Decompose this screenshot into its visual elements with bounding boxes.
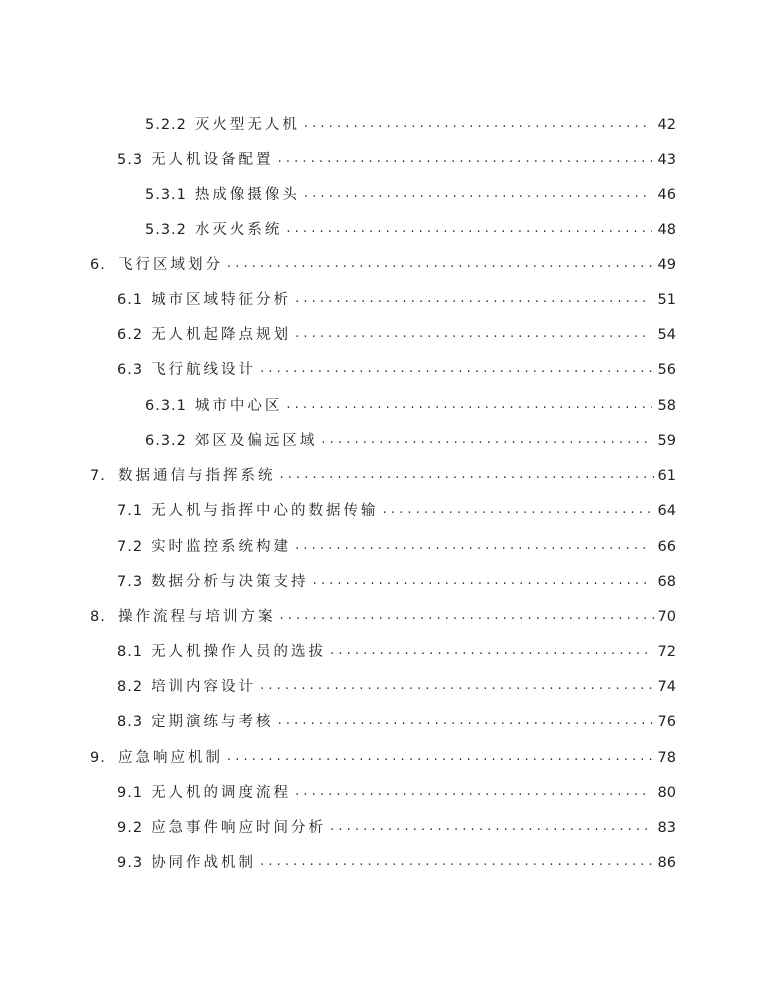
toc-dot-leader <box>295 287 652 311</box>
toc-entry-number: 6. <box>90 257 106 273</box>
toc-entry-title: 实时监控系统构建 <box>151 539 292 555</box>
toc-entry-title: 数据分析与决策支持 <box>151 574 309 590</box>
toc-dot-leader <box>260 850 652 874</box>
toc-entry-number: 8. <box>90 609 106 625</box>
toc-entry[interactable] <box>117 323 676 347</box>
toc-entry[interactable] <box>117 710 676 734</box>
toc-entry[interactable] <box>117 781 676 805</box>
toc-entry-page: 51 <box>657 292 676 308</box>
toc-entry-page: 64 <box>657 503 676 519</box>
toc-entry-title: 数据通信与指挥系统 <box>118 468 276 484</box>
toc-entry[interactable] <box>117 499 676 523</box>
toc-entry[interactable] <box>117 816 676 840</box>
toc-entry-page: 56 <box>657 362 676 378</box>
toc-dot-leader <box>304 182 652 206</box>
toc-entry[interactable] <box>117 358 676 382</box>
toc-entry-title: 城市区域特征分析 <box>151 292 292 308</box>
toc-entry-number: 9.3 <box>117 855 144 871</box>
toc-entry-page: 66 <box>657 539 676 555</box>
toc-entry-title: 定期演练与考核 <box>151 714 274 730</box>
toc-entry[interactable] <box>117 675 676 699</box>
toc-entry-number: 9.2 <box>117 820 144 836</box>
toc-dot-leader <box>383 498 652 522</box>
toc-dot-leader <box>260 674 652 698</box>
toc-entry-title: 无人机操作人员的选拔 <box>151 644 327 660</box>
toc-entry[interactable] <box>145 429 676 453</box>
toc-entry[interactable] <box>117 148 676 172</box>
toc-entry-title: 协同作战机制 <box>151 855 257 871</box>
toc-entry-title: 应急事件响应时间分析 <box>151 820 327 836</box>
toc-dot-leader <box>278 709 652 733</box>
toc-entry-page: 59 <box>657 433 676 449</box>
toc-entry[interactable] <box>145 183 676 207</box>
toc-dot-leader <box>227 745 654 769</box>
toc-entry-number: 6.3.1 <box>145 398 187 414</box>
toc-entry[interactable] <box>117 570 676 594</box>
toc-entry-page: 48 <box>657 222 676 238</box>
toc-entry-number: 8.3 <box>117 714 144 730</box>
toc-entry-number: 9.1 <box>117 785 144 801</box>
toc-dot-leader <box>321 428 652 452</box>
toc-dot-leader <box>295 534 652 558</box>
toc-entry[interactable] <box>90 464 676 488</box>
toc-entry-page: 42 <box>657 117 676 133</box>
toc-dot-leader <box>227 252 654 276</box>
toc-dot-leader <box>278 147 652 171</box>
toc-entry-page: 68 <box>657 574 676 590</box>
toc-entry-page: 74 <box>657 679 676 695</box>
toc-entry-title: 热成像摄像头 <box>194 187 300 203</box>
toc-entry-title: 无人机与指挥中心的数据传输 <box>151 503 379 519</box>
toc-entry-number: 7.3 <box>117 574 144 590</box>
toc-entry[interactable] <box>90 253 676 277</box>
toc-entry-title: 应急响应机制 <box>118 750 223 766</box>
toc-dot-leader <box>295 780 652 804</box>
toc-entry-title: 操作流程与培训方案 <box>118 609 276 625</box>
toc-entry-page: 58 <box>657 398 676 414</box>
toc-entry-number: 8.2 <box>117 679 144 695</box>
toc-entry-page: 83 <box>657 820 676 836</box>
toc-entry[interactable] <box>145 113 676 137</box>
toc-entry[interactable] <box>145 394 676 418</box>
toc-entry-number: 7.2 <box>117 539 144 555</box>
toc-entry-number: 6.1 <box>117 292 144 308</box>
toc-entry-page: 54 <box>657 327 676 343</box>
toc-entry-number: 6.2 <box>117 327 144 343</box>
toc-entry-title: 飞行航线设计 <box>151 362 257 378</box>
toc-entry-number: 7.1 <box>117 503 144 519</box>
toc-entry-number: 8.1 <box>117 644 144 660</box>
toc-entry[interactable] <box>117 640 676 664</box>
toc-entry[interactable] <box>117 288 676 312</box>
toc-entry-number: 9. <box>90 750 106 766</box>
toc-dot-leader <box>286 217 652 241</box>
toc-dot-leader <box>304 112 652 136</box>
toc-entry-title: 城市中心区 <box>194 398 283 414</box>
toc-entry-page: 86 <box>657 855 676 871</box>
toc-entry-page: 43 <box>657 152 676 168</box>
toc-entry-page: 72 <box>657 644 676 660</box>
toc-entry-title: 郊区及偏远区域 <box>194 433 318 449</box>
toc-entry-number: 5.2.2 <box>145 117 187 133</box>
toc-entry[interactable] <box>117 851 676 875</box>
toc-dot-leader <box>330 815 652 839</box>
toc-entry-number: 5.3.2 <box>145 222 187 238</box>
toc-entry-title: 灭火型无人机 <box>194 117 300 133</box>
toc-entry[interactable] <box>90 746 676 770</box>
toc-dot-leader <box>330 639 652 663</box>
toc-entry-page: 78 <box>657 750 676 766</box>
toc-dot-leader <box>295 322 652 346</box>
toc-entry-number: 6.3.2 <box>145 433 187 449</box>
toc-entry[interactable] <box>90 605 676 629</box>
toc-entry-title: 培训内容设计 <box>151 679 257 695</box>
toc-entry-title: 无人机设备配置 <box>151 152 274 168</box>
toc-dot-leader <box>260 357 652 381</box>
toc-entry-number: 7. <box>90 468 106 484</box>
toc-entry-number: 5.3.1 <box>145 187 187 203</box>
toc-dot-leader <box>313 569 652 593</box>
toc-entry-page: 70 <box>657 609 676 625</box>
toc-dot-leader <box>286 393 652 417</box>
toc-entry-page: 80 <box>657 785 676 801</box>
toc-entry-number: 6.3 <box>117 362 144 378</box>
toc-entry-title: 无人机的调度流程 <box>151 785 292 801</box>
toc-entry[interactable] <box>145 218 676 242</box>
toc-entry-title: 无人机起降点规划 <box>151 327 292 343</box>
toc-entry-page: 61 <box>657 468 676 484</box>
toc-dot-leader <box>280 604 655 628</box>
toc-entry-title: 水灭火系统 <box>194 222 283 238</box>
toc-dot-leader <box>280 463 655 487</box>
toc-entry[interactable] <box>117 535 676 559</box>
toc-entry-page: 46 <box>657 187 676 203</box>
toc-entry-title: 飞行区域划分 <box>118 257 223 273</box>
toc-entry-page: 49 <box>657 257 676 273</box>
toc-entry-number: 5.3 <box>117 152 144 168</box>
toc-entry-page: 76 <box>657 714 676 730</box>
